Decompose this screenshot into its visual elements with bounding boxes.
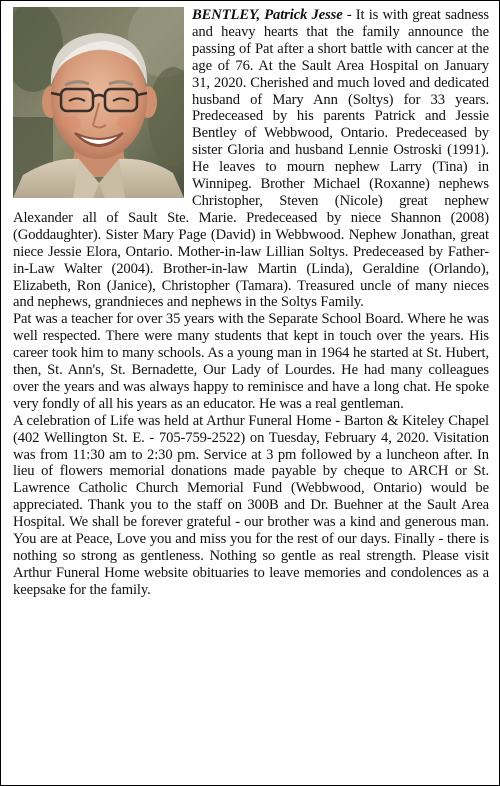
portrait-photo (13, 7, 184, 198)
intro-text: - It is with great sadness and heavy hearts that the family announce the passing of Pat after a short battle with cancer at the age of 76. At the Sault Area Hospital on January 31, 2020. Cherished and much loved and dedicated husband of Mary Ann (Soltys) for 33 years. Predeceased by his parents Patrick and Jessie Bentley of Webbwood, Ontario. Predeceased by sister Gloria and husband Lennie Ostroski (1991). He leaves to mourn nephew Larry (Tina) in Winnipeg. Brother Michael (Roxanne) nephews Christopher, Steven (Nicole) great nephew Alexander all of Sault Ste. Marie. Predeceased by niece Shannon (2008) (Goddaughter). Sister Mary Page (David) in Webbwood. Nephew Jonathan, great niece Jessie Elora, Ontario. Mother-in-law Lillian Soltys. Predeceased by Father-in-Law Walter (2004). Brother-in-law Martin (Linda), Geraldine (Orlando), Elizabeth, Ron (Janice), Christopher (Tamara). Treasured uncle of many nieces and nephews, grandnieces and nephews in the Soltys Family. (13, 7, 489, 311)
deceased-name: BENTLEY, Patrick Jesse (192, 7, 343, 23)
paragraph-career: Pat was a teacher for over 35 years with the Separate School Board. Where he was well respected. There were many students that kept in touch over the years. His career took him to many schools. As a young man in 1964 he started at St. Hubert, then, St. Ann's, St. Bernadette, Our Lady of Lourdes. He had many colleagues over the years and was always happy to reminisce and have a long chat. He spoke very fondly of all his years as an educator. He was a real gentleman. (13, 311, 489, 412)
obituary-text (13, 7, 489, 599)
paragraph-service: A celebration of Life was held at Arthur Funeral Home - Barton & Kiteley Chapel (402 Wellington St. E. - 705-759-2522) on Tuesday, February 4, 2020. Visitation was from 11:30 am to 2:30 pm. Service at 3 pm followed by a luncheon after. In lieu of flowers memorial donations made payable by cheque to ARCH or St. Lawrence Catholic Church Memorial Fund (Webbwood, Ontario) would be appreciated. Thank you to the staff on 300B and Dr. Buehner at the Sault Area Hospital. We shall be forever grateful - our brother was a kind and generous man. You are at Peace, Love you and miss you for the rest of our days. Finally - there is nothing so strong as gentleness. Nothing so gentle as real strength. Please visit Arthur Funeral Home website obituaries to leave memories and condolences as a keepsake for the family. (13, 412, 489, 598)
